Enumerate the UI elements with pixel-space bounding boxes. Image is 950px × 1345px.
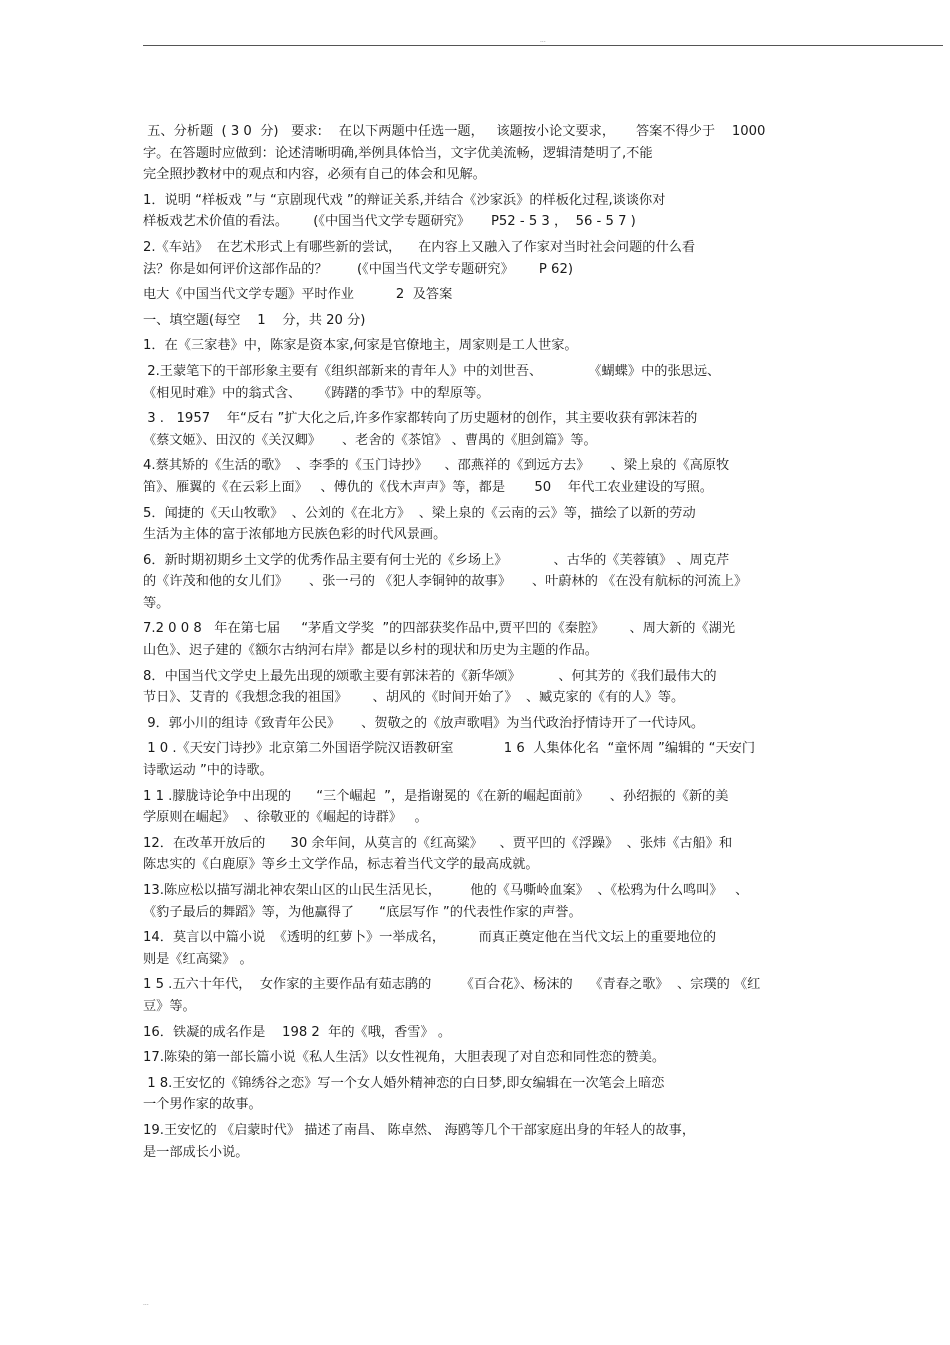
text-line: 8．中国当代文学史上最先出现的颂歌主要有郭沫若的《新华颂》 、何其芳的《我们最伟大的	[143, 668, 717, 684]
text-line: 学原则在崛起》 、徐敬亚的《崛起的诗群》 。	[143, 810, 428, 826]
fill-item-17	[143, 1047, 833, 1069]
text-line: 17.陈染的第一部长篇小说《私人生活》以女性视角，大胆表现了对自恋和同性恋的赞美。	[143, 1050, 666, 1066]
text-line: 陈忠实的《白鹿原》等乡土文学作品，标志着当代文学的最高成就。	[143, 857, 539, 873]
fill-item-10	[143, 738, 833, 781]
header-rule	[143, 45, 943, 46]
text-line: 生活为主体的富于浓郁地方民族色彩的时代风景画。	[143, 527, 447, 543]
text-line: 等。	[143, 595, 170, 611]
header-marker: ...	[540, 37, 546, 44]
text-line: 6．新时期初期乡土文学的优秀作品主要有何士光的《乡场上》 、古华的《芙蓉镇》 、周克芹	[143, 552, 730, 568]
text-line: 1．在《三家巷》中，陈家是资本家,何家是官僚地主，周家则是工人世家。	[143, 338, 578, 354]
fill-item-2	[143, 361, 833, 404]
text-line: 1 1 .朦胧诗论争中出现的 “三个崛起 ”，是指谢冕的《在新的崛起面前》 、孙绍振的《新的美	[143, 788, 729, 804]
footer-marker: ...	[143, 1300, 149, 1307]
document-body	[143, 121, 833, 1167]
text-line: 字。在答题时应做到：论述清晰明确,举例具体恰当，文字优美流畅，逻辑清楚明了,不能	[143, 145, 653, 161]
text-line: 1 8.王安忆的《锦绣谷之恋》写一个女人婚外精神恋的白日梦,即女编辑在一次笔会上暗恋	[143, 1075, 665, 1091]
fill-item-3	[143, 408, 833, 451]
homework-title	[143, 284, 833, 306]
text-line: 9．郭小川的组诗《致青年公民》 、贺敬之的《放声歌唱》为当代政治抒情诗开了一代诗风。	[143, 715, 705, 731]
fill-item-18	[143, 1073, 833, 1116]
text-line: 3 . 1957 年“反右 ”扩大化之后,许多作家都转向了历史题材的创作，其主要收获有郭沫若的	[143, 411, 698, 427]
text-line: 16．铁凝的成名作是 198 2 年的《哦，香雪》 。	[143, 1024, 452, 1040]
text-line: 是一部成长小说。	[143, 1144, 249, 1160]
fill-item-5	[143, 503, 833, 546]
text-line: 5．闻捷的《天山牧歌》 、公刘的《在北方》 、梁上泉的《云南的云》等，描绘了以新的劳动	[143, 505, 696, 521]
text-line: 电大《中国当代文学专题》平时作业 2 及答案	[143, 287, 453, 303]
fill-item-14	[143, 927, 833, 970]
fill-item-4	[143, 455, 833, 498]
text-line: 笛》、雁翼的《在云彩上面》 、傅仇的《伐木声声》等，都是 50 年代工农业建设的写照。	[143, 479, 713, 495]
analysis-question-2	[143, 237, 833, 280]
text-line: 山色》、迟子建的《额尔古纳河右岸》都是以乡村的现状和历史为主题的作品。	[143, 643, 598, 659]
fill-item-8	[143, 666, 833, 709]
text-line: 7.2 0 0 8 年在第七届 “茅盾文学奖 ”的四部获奖作品中,贾平凹的《秦腔》 、周大新的《湖光	[143, 621, 736, 637]
analysis-question-1	[143, 190, 833, 233]
fill-item-12	[143, 833, 833, 876]
text-line: 13.陈应松以描写湖北神农架山区的山民生活见长， 他的《马嘶岭血案》 、《松鸦为什么鸣叫》 、	[143, 883, 749, 898]
text-line: 《相见时难》中的翁式含、 《踌躇的季节》中的犁原等。	[143, 385, 490, 401]
text-line: 一个男作家的故事。	[143, 1097, 262, 1113]
fill-item-13	[143, 880, 833, 923]
text-line: 节日》、艾青的《我想念我的祖国》 、胡风的《时间开始了》 、臧克家的《有的人》等。	[143, 690, 685, 706]
text-line: 则是《红高粱》 。	[143, 951, 253, 967]
text-line: 《豹子最后的舞蹈》等，为他赢得了 “底层写作 ”的代表性作家的声誉。	[143, 904, 582, 920]
fill-item-7	[143, 618, 833, 661]
text-line: 豆》等。	[143, 998, 196, 1014]
text-line: 法？你是如何评价这部作品的？ (《中国当代文学专题研究》 P 62)	[143, 261, 573, 277]
text-line: 2.《车站》 在艺术形式上有哪些新的尝试， 在内容上又融入了作家对当时社会问题的什么看	[143, 239, 696, 255]
text-line: 1 5 .五六十年代， 女作家的主要作品有茹志鹃的 《百合花》、杨沫的 《青春之歌》 、宗璞的 《红	[143, 977, 761, 993]
fill-item-6	[143, 550, 833, 615]
text-line: 一、填空题(每空 1 分，共 20 分)	[143, 312, 366, 328]
section-one-heading	[143, 310, 833, 332]
text-line: 完全照抄教材中的观点和内容，必须有自己的体会和见解。	[143, 167, 486, 183]
text-line: 五、分析题 ( 3 0 分) 要求: 在以下两题中任选一题， 该题按小论文要求， 答案不得少于 1000	[143, 124, 766, 139]
fill-item-1	[143, 335, 833, 357]
text-line: 诗歌运动 ”中的诗歌。	[143, 763, 273, 779]
text-line: 1 0 .《天安门诗抄》北京第二外国语学院汉语教研室 1 6 人集体化名 “童怀周 ”编辑的 “天安门	[143, 741, 756, 757]
text-line: 《蔡文姬》、田汉的《关汉卿》 、老舍的《茶馆》 、曹禺的《胆剑篇》等。	[143, 432, 597, 448]
text-line: 1．说明 “样板戏 ”与 “京剧现代戏 ”的辩证关系,并结合《沙家浜》的样板化过程,谈谈你对	[143, 192, 666, 208]
text-line: 14．莫言以中篇小说 《透明的红萝卜》一举成名， 而真正奠定他在当代文坛上的重要地位的	[143, 930, 717, 946]
fill-item-19	[143, 1120, 833, 1163]
fill-item-9	[143, 713, 833, 735]
text-line: 12．在改革开放后的 30 余年间，从莫言的《红高粱》 、贾平凹的《浮躁》 、张炜《古船》和	[143, 835, 733, 851]
text-line: 19.王安忆的 《启蒙时代》 描述了南昌、 陈卓然、 海鸥等几个干部家庭出身的年轻人的故事，	[143, 1122, 696, 1138]
text-line: 2.王蒙笔下的干部形象主要有《组织部新来的青年人》中的刘世吾、 《蝴蝶》中的张思远、	[143, 363, 721, 379]
fill-item-11	[143, 786, 833, 829]
text-line: 样板戏艺术价值的看法。 (《中国当代文学专题研究》 P52 - 5 3 ， 56 - 5 7 )	[143, 214, 636, 230]
fill-item-15	[143, 974, 833, 1017]
text-line: 4.蔡其矫的《生活的歌》 、李季的《玉门诗抄》 、邵燕祥的《到远方去》 、梁上泉的《高原牧	[143, 458, 730, 474]
fill-item-16	[143, 1022, 833, 1044]
text-line: 的《许茂和他的女儿们》 、张一弓的 《犯人李铜钟的故事》 、叶蔚林的 《在没有航标的河流上》	[143, 574, 748, 590]
section-five-instructions	[143, 121, 833, 186]
